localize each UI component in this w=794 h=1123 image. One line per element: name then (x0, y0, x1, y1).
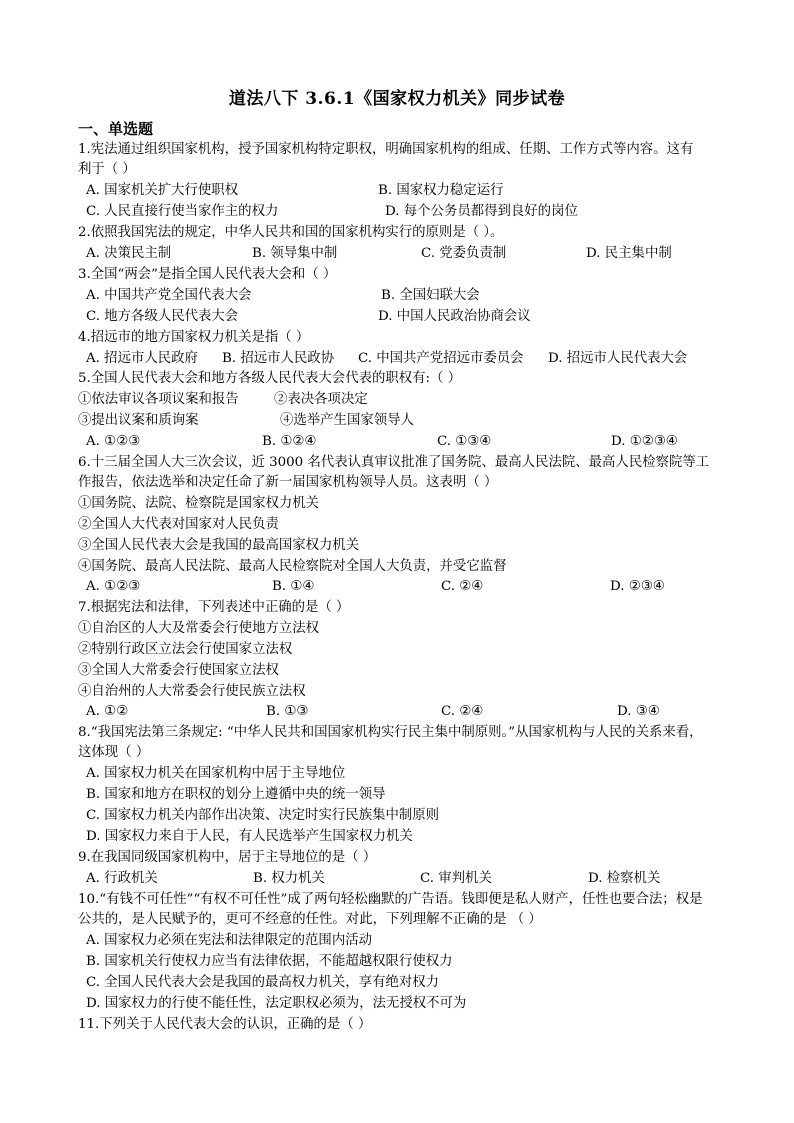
q1-option-c: C. 人民直接行使当家作主的权力 (86, 204, 279, 219)
question-10-stem-cont: 公共的，是人民赋予的，更可不经意的任性。对此，下列理解不正确的是 （ ） (78, 912, 542, 927)
q7-statement-2: ②特别行政区立法会行使国家立法权 (78, 642, 293, 657)
q3-option-b: B. 全国妇联大会 (381, 288, 480, 303)
q8-option-d: D. 国家权力来自于人民，有人民选举产生国家权力机关 (86, 829, 413, 844)
q7-option-b: B. ①③ (266, 704, 309, 719)
q5-option-b: B. ①②④ (262, 434, 317, 449)
q7-statement-3: ③全国人大常委会行使国家立法权 (78, 663, 279, 678)
q3-option-a: A. 中国共产党全国代表大会 (86, 288, 252, 303)
q1-option-d: D. 每个公务员都得到良好的岗位 (385, 204, 578, 219)
q2-option-a: A. 决策民主制 (86, 246, 172, 261)
question-6-stem-cont: 作报告，依法选举和决定任命了新一届国家机构领导人员。这表明（ ） (78, 475, 498, 490)
q9-option-d: D. 检察机关 (588, 871, 661, 886)
q10-option-b: B. 国家机关行使权力应当有法律依据，不能超越权限行使权力 (86, 954, 453, 969)
question-7-stem: 7.根据宪法和法律，下列表述中正确的是（ ） (78, 600, 350, 615)
section-heading: 一、单选题 (78, 120, 154, 138)
q5-statement-3: ③提出议案和质询案 (78, 413, 199, 428)
q10-option-a: A. 国家权力必须在宪法和法律限定的范围内活动 (86, 933, 372, 948)
q7-option-a: A. ①② (86, 704, 129, 719)
question-5-stem: 5.全国人民代表大会和地方各级人民代表大会代表的职权有:（ ） (78, 371, 462, 386)
question-8-stem-cont: 这体现（ ） (78, 745, 150, 760)
q6-statement-1: ①国务院、法院、检察院是国家权力机关 (78, 496, 320, 511)
q5-option-a: A. ①②③ (86, 434, 141, 449)
q1-option-a: A. 国家机关扩大行使职权 (86, 183, 239, 198)
q3-option-d: D. 中国人民政治协商会议 (378, 309, 531, 324)
q3-option-c: C. 地方各级人民代表大会 (86, 309, 239, 324)
q9-option-a: A. 行政机关 (86, 871, 158, 886)
q6-option-a: A. ①②③ (86, 579, 141, 594)
q6-option-b: B. ①④ (272, 579, 315, 594)
q5-statement-2: ②表决各项决定 (274, 392, 368, 407)
q7-option-d: D. ③④ (617, 704, 660, 719)
q7-statement-1: ①自治区的人大及常委会行使地方立法权 (78, 621, 320, 636)
question-4-stem: 4.招远市的地方国家权力机关是指（ ） (78, 330, 310, 345)
question-10-stem: 10.“有钱不可任性”“有权不可任性”成了两句轻松幽默的广告语。钱即便是私人财产，任性也要合法；权是 (78, 892, 703, 907)
question-1-stem-cont: 利于（ ） (78, 162, 136, 177)
q5-option-d: D. ①②③④ (611, 434, 678, 449)
q2-option-b: B. 领导集中制 (252, 246, 338, 261)
page-title: 道法八下 3.6.1《国家权力机关》同步试卷 (228, 89, 566, 109)
q6-statement-3: ③全国人民代表大会是我国的最高国家权力机关 (78, 538, 360, 553)
q2-option-c: C. 党委负责制 (421, 246, 507, 261)
q4-option-c: C. 中国共产党招远市委员会 (358, 351, 524, 366)
q10-option-c: C. 全国人民代表大会是我国的最高权力机关，享有绝对权力 (86, 975, 440, 990)
q6-statement-4: ④国务院、最高人民法院、最高人民检察院对全国人大负责，并受它监督 (78, 559, 507, 574)
question-3-stem: 3.全国“两会”是指全国人民代表大会和（ ） (78, 267, 337, 282)
q5-statement-4: ④选举产生国家领导人 (280, 413, 414, 428)
q4-option-a: A. 招远市人民政府 (86, 351, 198, 366)
q7-statement-4: ④自治州的人大常委会行使民族立法权 (78, 684, 306, 699)
q10-option-d: D. 国家权力的行使不能任性，法定职权必须为，法无授权不可为 (86, 996, 467, 1011)
q6-option-d: D. ②③④ (610, 579, 665, 594)
q2-option-d: D. 民主集中制 (586, 246, 672, 261)
q7-option-c: C. ②④ (441, 704, 484, 719)
q9-option-b: B. 权力机关 (253, 871, 325, 886)
q9-option-c: C. 审判机关 (420, 871, 492, 886)
q5-option-c: C. ①③④ (437, 434, 492, 449)
q5-statement-1: ①依法审议各项议案和报告 (78, 392, 239, 407)
question-6-stem: 6.十三届全国人大三次会议，近 3000 名代表认真审议批准了国务院、最高人民法院、最高人民检察院等工 (78, 455, 710, 470)
question-2-stem: 2.依照我国宪法的规定，中华人民共和国的国家机构实行的原则是（ ）。 (78, 225, 504, 240)
q1-option-b: B. 国家权力稳定运行 (378, 183, 504, 198)
q4-option-d: D. 招远市人民代表大会 (548, 351, 688, 366)
q6-statement-2: ②全国人大代表对国家对人民负责 (78, 517, 279, 532)
q8-option-b: B. 国家和地方在职权的划分上遵循中央的统一领导 (86, 787, 386, 802)
q8-option-c: C. 国家权力机关内部作出决策、决定时实行民族集中制原则 (86, 808, 440, 823)
q6-option-c: C. ②④ (441, 579, 484, 594)
q8-option-a: A. 国家权力机关在国家机构中居于主导地位 (86, 766, 346, 781)
question-11-stem: 11.下列关于人民代表大会的认识，正确的是（ ） (78, 1017, 372, 1032)
q4-option-b: B. 招远市人民政协 (222, 351, 335, 366)
question-1-stem: 1.宪法通过组织国家机构，授予国家机构特定职权，明确国家机构的组成、任期、工作方式等内容。这有 (78, 142, 694, 157)
question-9-stem: 9.在我国同级国家机构中，居于主导地位的是（ ） (78, 850, 377, 865)
question-8-stem: 8.“我国宪法第三条规定: “中华人民共和国国家机构实行民主集中制原则。”从国家机构与人民的关系来看， (78, 725, 703, 740)
